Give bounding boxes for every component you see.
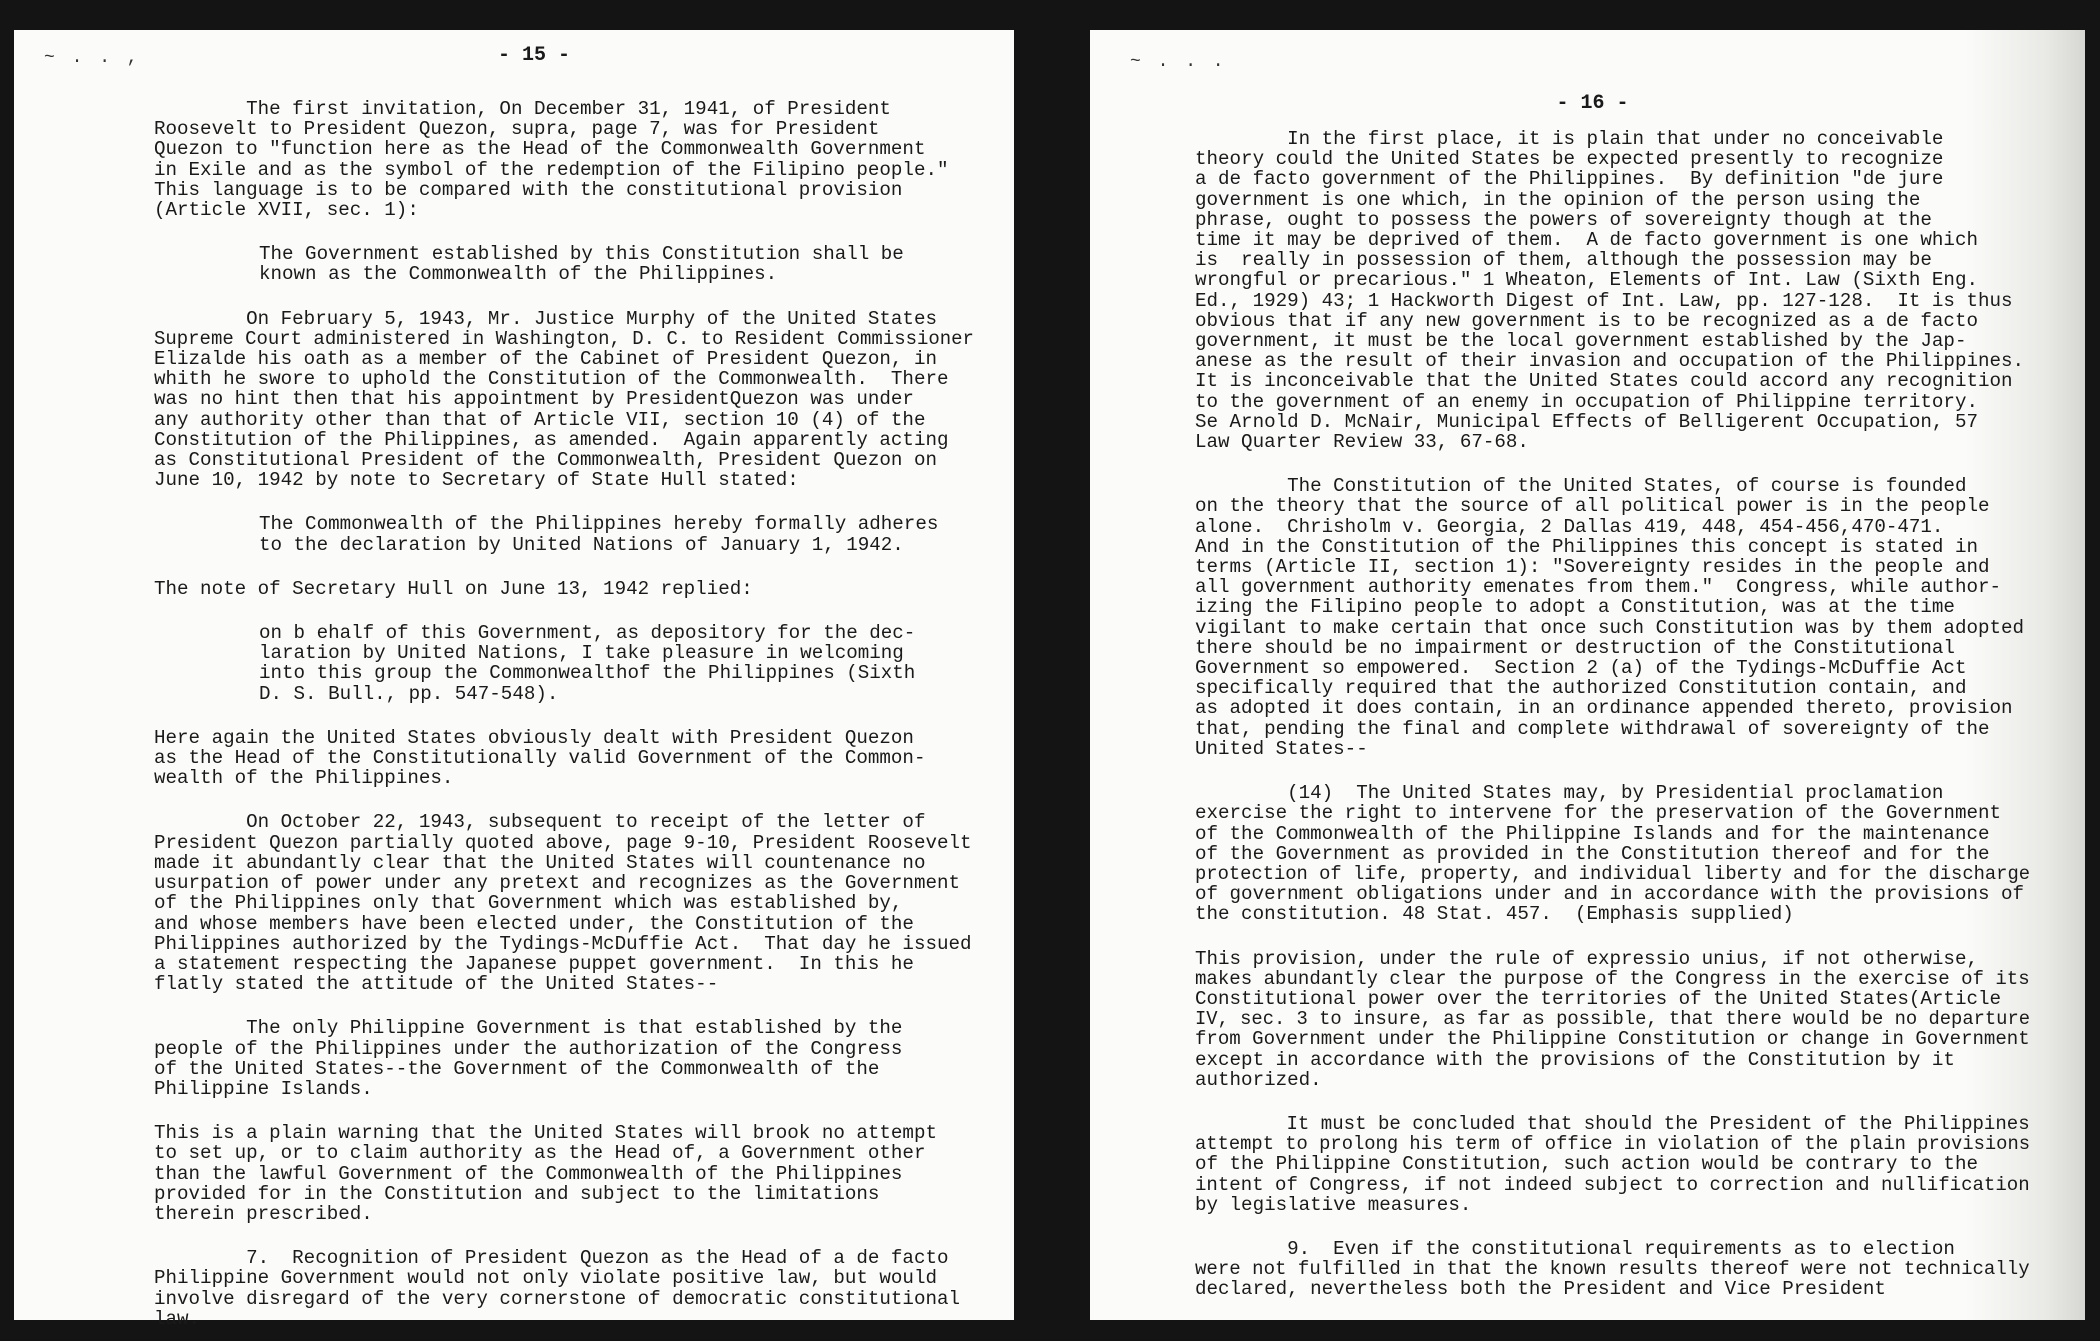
paragraph-gap [154, 704, 974, 728]
text-line: whith he swore to uphold the Constitution of the Commonwealth. There [154, 368, 949, 391]
text-line: And in the Constitution of the Philippines this concept is stated in [1195, 535, 1978, 558]
text-line: people of the Philippines under the authorization of the Congress [154, 1037, 903, 1060]
text-line: makes abundantly clear the purpose of the Congress in the exercise of its [1195, 967, 2030, 990]
paragraph-r3 [1195, 949, 2030, 1090]
quoted-passage-q3 [154, 623, 974, 704]
text-line: It must be concluded that should the President of the Philippines [1195, 1112, 2030, 1135]
paragraph-gap [154, 994, 974, 1018]
text-line: a statement respecting the Japanese puppet government. In this he [154, 952, 914, 975]
text-line: of the United States--the Government of the Commonwealth of the [154, 1057, 880, 1080]
text-line: laration by United Nations, I take pleasure in welcoming [259, 642, 904, 665]
text-line: the constitution. 48 Stat. 457. (Emphasis supplied) [1195, 903, 1794, 926]
paragraph-gap [154, 220, 974, 244]
text-line: wrongful or precarious." 1 Wheaton, Elements of Int. Law (Sixth Eng. [1195, 269, 1978, 292]
text-line: declared, nevertheless both the President and Vice President [1195, 1278, 1886, 1301]
text-line: Roosevelt to President Quezon, supra, page 7, was for President [154, 118, 880, 141]
text-line: This is a plain warning that the United States will brook no attempt [154, 1122, 937, 1145]
text-line: as adopted it does contain, in an ordinance appended thereto, provision [1195, 697, 2013, 720]
text-line: to the government of an enemy in occupation of Philippine territory. [1195, 390, 1978, 413]
text-line: alone. Chrisholm v. Georgia, 2 Dallas 419, 448, 454-456,470-471. [1195, 515, 1944, 538]
text-line: as the Head of the Constitutionally valid Government of the Common- [154, 747, 926, 770]
text-line: theory could the United States be expected presently to recognize [1195, 148, 1944, 171]
text-line: on b ehalf of this Government, as depository for the dec- [259, 622, 916, 645]
text-line: therein prescribed. [154, 1202, 373, 1225]
text-line: Philippine Government would not only violate positive law, but would [154, 1267, 937, 1290]
text-line: intent of Congress, if not indeed subject to correction and nullification [1195, 1173, 2030, 1196]
right-corner-mark: ~ . . . [1130, 52, 1227, 72]
paragraph-gap [154, 490, 974, 514]
paragraph-p3 [154, 579, 974, 599]
left-page-body [154, 99, 974, 1329]
text-line: anese as the result of their invasion and occupation of the Philippines. [1195, 350, 2025, 373]
paragraph-p2 [154, 309, 974, 491]
paragraph-gap [154, 555, 974, 579]
paragraph-gap [1195, 452, 2030, 476]
text-line: Ed., 1929) 43; 1 Hackworth Digest of Int. Law, pp. 127-128. It is thus [1195, 289, 2013, 312]
paragraph-gap [154, 1224, 974, 1248]
text-line: of government obligations under and in accordance with the provisions of [1195, 883, 2025, 906]
text-line: The Commonwealth of the Philippines hereby formally adheres [259, 513, 939, 536]
text-line: made it abundantly clear that the United States will countenance no [154, 851, 926, 874]
text-line: that, pending the final and complete withdrawal of sovereignty of the [1195, 717, 1990, 740]
text-line: as Constitutional President of the Commonwealth, President Quezon on [154, 449, 937, 472]
paragraph-p4 [154, 728, 974, 789]
text-line: except in accordance with the provisions of the Constitution by it [1195, 1048, 1955, 1071]
quoted-passage-q4 [154, 1018, 974, 1099]
text-line: It is inconceivable that the United States could accord any recognition [1195, 370, 2013, 393]
text-line: exercise the right to intervene for the preservation of the Government [1195, 802, 2002, 825]
text-line: usurpation of power under any pretext and recognizes as the Government [154, 872, 961, 895]
paragraph-r5 [1195, 1239, 2030, 1300]
paragraph-gap [154, 599, 974, 623]
paragraph-gap [154, 788, 974, 812]
text-line: The Government established by this Constitution shall be [259, 243, 904, 266]
text-line: into this group the Commonwealthof the Philippines (Sixth [259, 662, 916, 685]
text-line: provided for in the Constitution and subject to the limitations [154, 1182, 880, 1205]
paragraph-p6 [154, 1123, 974, 1224]
right-page-number: - 16 - [1556, 92, 1629, 115]
text-line: is really in possession of them, although the possession may be [1195, 249, 1932, 272]
text-line: terms (Article II, section 1): "Sovereignty resides in the people and [1195, 556, 1990, 579]
quoted-passage-rq1 [1195, 783, 2030, 924]
text-line: President Quezon partially quoted above, page 9-10, President Roosevelt [154, 831, 972, 854]
text-line: obvious that if any new government is to be recognized as a de facto [1195, 309, 1978, 332]
text-line: attempt to prolong his term of office in violation of the plain provisions [1195, 1133, 2031, 1156]
text-line: in Exile and as the symbol of the redemption of the Filipino people." [154, 158, 949, 181]
text-line: of the Philippines only that Government which was established by, [154, 892, 903, 915]
text-line: Constitution of the Philippines, as amended. Again apparently acting [154, 428, 949, 451]
right-page-body [1195, 129, 2030, 1300]
text-line: of the Philippine Constitution, such action would be contrary to the [1195, 1153, 1978, 1176]
text-line: was no hint then that his appointment by PresidentQuezon was under [154, 388, 914, 411]
paragraph-gap [1195, 925, 2030, 949]
text-line: were not fulfilled in that the known results thereof were not technically [1195, 1258, 2030, 1281]
text-line: to set up, or to claim authority as the Head of, a Government other [154, 1142, 926, 1165]
text-line: Se Arnold D. McNair, Municipal Effects of Belligerent Occupation, 57 [1195, 410, 1978, 433]
text-line: June 10, 1942 by note to Secretary of State Hull stated: [154, 469, 799, 492]
text-line: on the theory that the source of all political power is in the people [1195, 495, 1990, 518]
text-line: The only Philippine Government is that established by the [154, 1017, 903, 1040]
left-corner-mark: ~ . . , [44, 48, 141, 68]
paragraph-gap [1195, 1090, 2030, 1114]
text-line: izing the Filipino people to adopt a Constitution, was at the time [1195, 596, 1955, 619]
text-line: This language is to be compared with the constitutional provision [154, 178, 903, 201]
text-line: of the Commonwealth of the Philippine Islands and for the maintenance [1195, 822, 1990, 845]
text-line: On October 22, 1943, subsequent to receipt of the letter of [154, 811, 926, 834]
text-line: any authority other than that of Article VII, section 10 (4) of the [154, 408, 926, 431]
text-line: IV, sec. 3 to insure, as far as possible, that there would be no departure [1195, 1008, 2031, 1031]
text-line: Supreme Court administered in Washington, D. C. to Resident Commissioner [154, 327, 974, 350]
text-line: The first invitation, On December 31, 1941, of President [154, 98, 891, 120]
text-line: and whose members have been elected under, the Constitution of the [154, 912, 914, 935]
paragraph-p7 [154, 1248, 974, 1329]
text-line: On February 5, 1943, Mr. Justice Murphy of the United States [154, 307, 937, 330]
text-line: authorized. [1195, 1068, 1322, 1091]
quoted-passage-q2 [154, 514, 974, 554]
paragraph-gap [154, 285, 974, 309]
text-line: The note of Secretary Hull on June 13, 1942 replied: [154, 577, 753, 600]
paragraph-r4 [1195, 1114, 2030, 1215]
text-line: from Government under the Philippine Constitution or change in Government [1195, 1028, 2030, 1051]
text-line: D. S. Bull., pp. 547-548). [259, 682, 559, 705]
text-line: United States-- [1195, 737, 1368, 760]
text-line: Elizalde his oath as a member of the Cabinet of President Quezon, in [154, 348, 937, 371]
right-page [1090, 30, 2085, 1320]
text-line: government, it must be the local government established by the Jap- [1195, 330, 1967, 353]
text-line: all government authority emenates from them." Congress, while author- [1195, 576, 2002, 599]
text-line: The Constitution of the United States, of course is founded [1195, 475, 1967, 498]
left-page-number: - 15 - [497, 44, 570, 67]
text-line: Philippines authorized by the Tydings-McDuffie Act. That day he issued [154, 932, 972, 955]
text-line: a de facto government of the Philippines. By definition "de jure [1195, 168, 1944, 191]
text-line: 7. Recognition of President Quezon as the Head of a de facto [154, 1247, 949, 1270]
text-line: phrase, ought to possess the powers of sovereignty though at the [1195, 208, 1932, 231]
paragraph-p1 [154, 99, 974, 220]
text-line: (14) The United States may, by Presidential proclamation [1195, 782, 1944, 805]
text-line: wealth of the Philippines. [154, 767, 454, 790]
text-line: there should be no impairment or destruction of the Constitutional [1195, 636, 1955, 659]
text-line: to the declaration by United Nations of January 1, 1942. [259, 533, 904, 556]
paragraph-r1 [1195, 129, 2030, 452]
text-line: involve disregard of the very cornerstone of democratic constitutional [154, 1287, 961, 1310]
text-line: Here again the United States obviously dealt with President Quezon [154, 726, 914, 749]
text-line: specifically required that the authorized Constitution contain, and [1195, 677, 1967, 700]
text-line: This provision, under the rule of expressio unius, if not otherwise, [1195, 947, 1978, 970]
quoted-passage-q1 [154, 244, 974, 284]
text-line: of the Government as provided in the Constitution thereof and for the [1195, 842, 1990, 865]
text-line: Quezon to "function here as the Head of the Commonwealth Government [154, 138, 926, 161]
text-line: In the first place, it is plain that under no conceivable [1195, 128, 1944, 150]
text-line: vigilant to make certain that once such Constitution was by them adopted [1195, 616, 2025, 639]
text-line: flatly stated the attitude of the United States-- [154, 973, 719, 996]
text-line: time it may be deprived of them. A de facto government is one which [1195, 229, 1978, 252]
text-line: law. [154, 1307, 201, 1330]
paragraph-gap [154, 1099, 974, 1123]
text-line: Law Quarter Review 33, 67-68. [1195, 431, 1529, 454]
text-line: known as the Commonwealth of the Philippines. [259, 263, 778, 286]
paragraph-gap [1195, 759, 2030, 783]
text-line: Philippine Islands. [154, 1077, 373, 1100]
text-line: 9. Even if the constitutional requirements as to election [1195, 1237, 1955, 1260]
text-line: than the lawful Government of the Commonwealth of the Philippines [154, 1162, 903, 1185]
paragraph-r2 [1195, 476, 2030, 759]
text-line: government is one which, in the opinion of the person using the [1195, 188, 1921, 211]
paragraph-p5 [154, 812, 974, 994]
text-line: Constitutional power over the territories of the United States(Article [1195, 987, 2002, 1010]
paragraph-gap [1195, 1215, 2030, 1239]
text-line: (Article XVII, sec. 1): [154, 199, 419, 222]
text-line: protection of life, property, and individual liberty and for the discharge [1195, 862, 2031, 885]
text-line: by legislative measures. [1195, 1193, 1472, 1216]
left-page [14, 30, 1014, 1330]
text-line: Government so empowered. Section 2 (a) of the Tydings-McDuffie Act [1195, 657, 1967, 680]
